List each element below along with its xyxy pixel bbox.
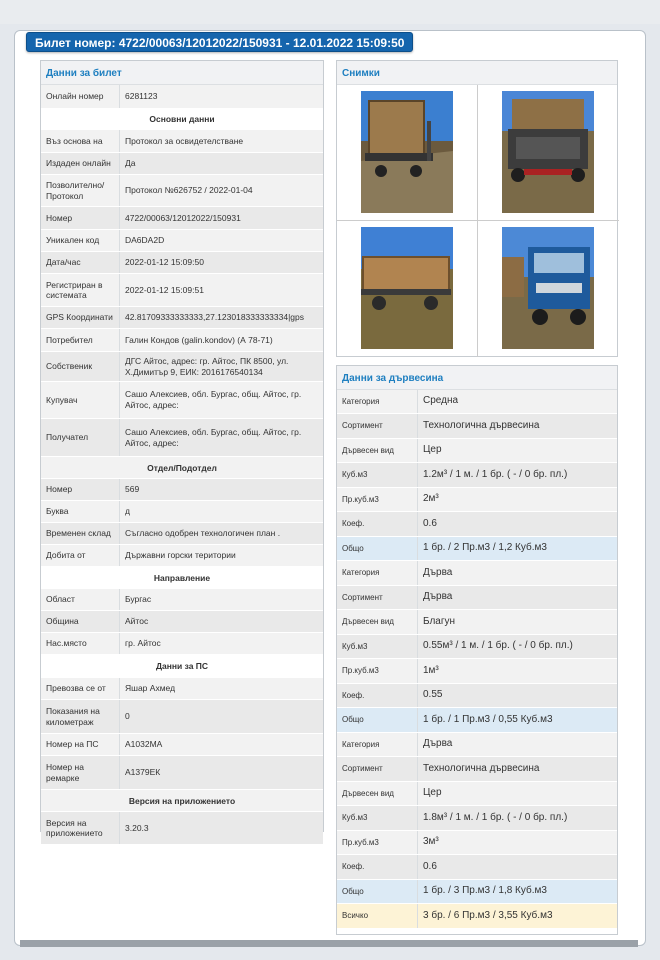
ticket-data-title: Данни за билет (41, 61, 323, 85)
row-based-on: Въз основа на Протокол за освидетелстване (41, 130, 323, 153)
wood-row: Куб.м3 1.2м³ / 1 м. / 1 бр. ( - / 0 бр. пл.) (337, 463, 617, 488)
wood-row: Дървесен вид Благун (337, 610, 617, 635)
wood-data-panel (336, 365, 618, 935)
row-trailer-number: Номер на ремарке А1379ЕК (41, 756, 323, 790)
photo-3[interactable] (361, 227, 453, 349)
row-unique-code: Уникален код DA6DA2D (41, 230, 323, 252)
photo-cell-1 (337, 85, 478, 221)
wood-row-grand-total: Всичко 3 бр. / 6 Пр.м3 / 3,55 Куб.м3 (337, 904, 617, 929)
row-municipality: Община Айтос (41, 611, 323, 633)
section-dept: Отдел/Подотдел (41, 457, 323, 479)
wood-row: Коеф. 0.6 (337, 855, 617, 880)
row-region: Област Бургас (41, 589, 323, 611)
photos-title: Снимки (337, 61, 617, 85)
row-issued-online: Издаден онлайн Да (41, 153, 323, 175)
wood-row: Дървесен вид Цер (337, 439, 617, 463)
photo-4[interactable] (502, 227, 594, 349)
photo-2[interactable] (502, 91, 594, 213)
photo-grid (337, 85, 617, 357)
wood-row: Сортимент Технологична дървесина (337, 757, 617, 782)
row-number: Номер 4722/00063/12012022/150931 (41, 207, 323, 230)
row-vehicle-number: Номер на ПС А1032МА (41, 734, 323, 756)
row-datetime: Дата/час 2022-01-12 15:09:50 (41, 252, 323, 274)
wood-row: Категория Средна (337, 390, 617, 414)
wood-row-total: Общо 1 бр. / 2 Пр.м3 / 1,2 Куб.м3 (337, 537, 617, 561)
row-odometer: Показания на километраж 0 (41, 700, 323, 734)
wood-row: Пр.куб.м3 2м³ (337, 488, 617, 512)
row-harvested-from: Добита от Държавни горски територии (41, 545, 323, 567)
wood-row: Категория Дърва (337, 733, 617, 757)
wood-row: Куб.м3 0.55м³ / 1 м. / 1 бр. ( - / 0 бр. пл.) (337, 635, 617, 659)
wood-row: Коеф. 0.55 (337, 684, 617, 708)
section-version: Версия на приложението (41, 790, 323, 812)
wood-rows (337, 390, 617, 929)
photos-panel (336, 60, 618, 357)
row-temp-storage: Временен склад Съгласно одобрен технологичен план . (41, 523, 323, 545)
wood-row: Категория Дърва (337, 561, 617, 586)
row-registered: Регистриран в системата 2022-01-12 15:09:51 (41, 274, 323, 307)
row-gps: GPS Координати 42.81709333333333,27.123018333333334|gps (41, 307, 323, 329)
row-permit: Позволително/ Протокол Протокол №626752 / 2022-01-04 (41, 175, 323, 207)
row-dept-number: Номер 569 (41, 479, 323, 501)
wood-row: Сортимент Технологична дървесина (337, 414, 617, 439)
row-online-number: Онлайн номер 6281123 (41, 85, 323, 109)
row-app-version: Версия на приложението 3.20.3 (41, 812, 323, 845)
row-transported-by: Превозва се от Яшар Ахмед (41, 678, 323, 700)
photo-cell-2 (478, 85, 619, 221)
row-receiver: Получател Сашо Алексиев, обл. Бургас, общ. Айтос, гр. Айтос, адрес: (41, 419, 323, 457)
wood-row: Куб.м3 1.8м³ / 1 м. / 1 бр. ( - / 0 бр. пл.) (337, 806, 617, 831)
wood-row: Коеф. 0.6 (337, 512, 617, 537)
section-direction: Направление (41, 567, 323, 589)
row-letter: Буква д (41, 501, 323, 523)
section-main: Основни данни (41, 109, 323, 130)
section-vehicle: Данни за ПС (41, 655, 323, 678)
row-owner: Собственик ДГС Айтос, адрес: гр. Айтос, ПК 8500, ул. Х.Димитър 9, ЕИК: 2016176540134 (41, 352, 323, 382)
wood-row: Пр.куб.м3 3м³ (337, 831, 617, 855)
wood-row: Пр.куб.м3 1м³ (337, 659, 617, 684)
row-user: Потребител Галин Кондов (galin.kondov) (А 78-71) (41, 329, 323, 352)
row-buyer: Купувач Сашо Алексиев, обл. Бургас, общ. Айтос, гр. Айтос, адрес: (41, 382, 323, 419)
wood-row: Дървесен вид Цер (337, 782, 617, 806)
wood-data-title: Данни за дървесина (337, 366, 617, 390)
top-strip (0, 0, 660, 24)
bottom-bar (20, 940, 638, 947)
wood-row: Сортимент Дърва (337, 586, 617, 610)
photo-cell-4 (478, 221, 619, 357)
row-settlement: Нас.място гр. Айтос (41, 633, 323, 655)
photo-1[interactable] (361, 91, 453, 213)
photo-cell-3 (337, 221, 478, 357)
ticket-header: Билет номер: 4722/00063/12012022/150931 - 12.01.2022 15:09:50 (26, 32, 413, 52)
wood-row-total: Общо 1 бр. / 3 Пр.м3 / 1,8 Куб.м3 (337, 880, 617, 904)
ticket-data-panel (40, 60, 324, 838)
wood-row-total: Общо 1 бр. / 1 Пр.м3 / 0,55 Куб.м3 (337, 708, 617, 733)
